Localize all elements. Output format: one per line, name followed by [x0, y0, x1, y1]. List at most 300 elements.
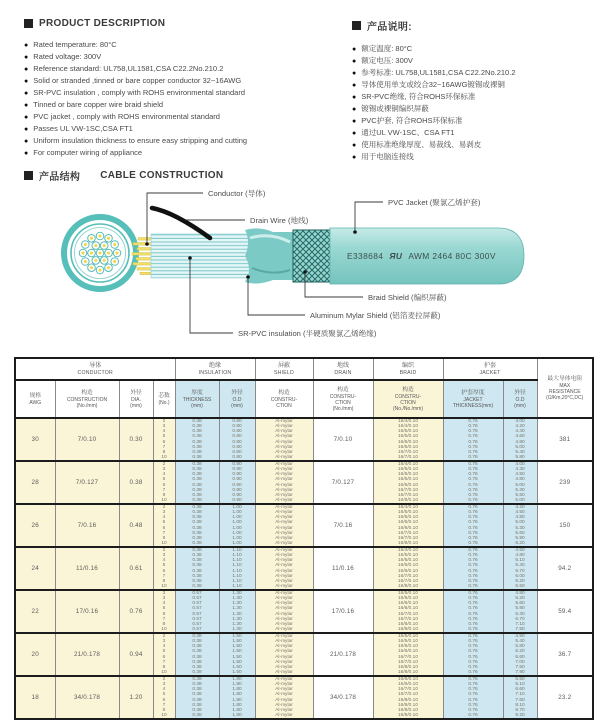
sub-row-value: 0.38 [192, 520, 202, 526]
sub-row-value: Al-mylar [275, 477, 293, 483]
col-header-conductor-construction [55, 380, 119, 418]
sub-row-value: 4.40 [515, 429, 525, 435]
braid-construction-cell [373, 633, 443, 676]
sub-row-value: 5.10 [515, 558, 525, 564]
header-line: AWG [29, 399, 42, 406]
jacket-thickness-cell [443, 461, 503, 504]
construction-title-cn: 产品结构 [39, 172, 81, 183]
sub-row-value: 16/7/0.10 [397, 611, 418, 617]
sub-row-value: 0.76 [468, 601, 478, 607]
description-item [352, 103, 598, 115]
description-item [24, 87, 340, 99]
sub-row-value: 6 [162, 439, 166, 445]
sub-row-value: Al-mylar [275, 712, 293, 718]
col-header-jacket-thickness [443, 380, 503, 418]
insulation-label: SR-PVC insulation (半硬质聚氯乙烯绝缘) [238, 329, 377, 338]
group-header-shield [255, 358, 313, 380]
core-count-cell [153, 418, 175, 461]
sub-row-value: 1.50 [232, 639, 242, 645]
product-description-cn-title [352, 18, 598, 33]
group-header-cn: 屏蔽 [277, 362, 290, 369]
sub-row-value: 2 [162, 548, 166, 554]
sub-row-value: 5.60 [515, 492, 525, 498]
conductor-construction-cell: 7/0.16 [55, 504, 119, 547]
sub-row-value: 0.76 [468, 439, 478, 445]
sub-row-value: 0.76 [468, 548, 478, 554]
sub-row-value: 8 [162, 535, 166, 541]
bullet-icon: ● [352, 94, 357, 101]
sub-row-value: 4.60 [515, 434, 525, 440]
sub-row-value: 0.76 [468, 682, 478, 688]
resistance-cell: 23.2 [537, 676, 593, 719]
header-line: 外径 [130, 389, 142, 396]
header-line: 规格 [29, 392, 42, 399]
sub-row-value: 0.76 [468, 707, 478, 713]
product-description-en [24, 18, 340, 159]
sub-row-value: 0.76 [468, 712, 478, 718]
sub-row-value: 0.76 [468, 467, 478, 473]
sub-row-value: 8 [162, 578, 166, 584]
description-item [24, 147, 340, 159]
sub-row-value: 0.76 [468, 510, 478, 516]
sub-row-value: 1.50 [232, 664, 242, 670]
insulation-thickness-cell [175, 418, 219, 461]
sub-row-value: 0.76 [468, 454, 478, 460]
sub-row-value: 1.10 [232, 558, 242, 564]
sub-row-value: 0.76 [468, 487, 478, 493]
header-line: 外径 [514, 389, 526, 396]
black-square-icon [24, 19, 33, 28]
sub-row-value: Al-mylar [275, 659, 293, 665]
header-line: (mm) [514, 402, 526, 409]
description-item [24, 111, 340, 123]
table-row [15, 504, 593, 547]
sub-row-value: 8 [162, 449, 166, 455]
sub-row-value: 0.76 [468, 573, 478, 579]
sub-row-value: 16/6/0.10 [397, 677, 418, 683]
sub-row-value: Al-mylar [275, 419, 293, 425]
description-item [352, 151, 598, 163]
sub-row-value: 16/4/0.10 [397, 462, 418, 468]
description-text: Solid or stranded ,tinned or bare copper conductor 32~16AWG [33, 76, 242, 85]
sub-row-value: 0.76 [468, 424, 478, 430]
resistance-cell: 239 [537, 461, 593, 504]
sub-row-value: Al-mylar [275, 505, 293, 511]
header-line: CONSTRUCTION [66, 396, 108, 403]
sub-row-value: 6.20 [515, 578, 525, 584]
sub-row-value: 5 [162, 563, 166, 569]
sub-row-value: Al-mylar [275, 702, 293, 708]
sub-row-value: Al-mylar [275, 558, 293, 564]
description-text: Uniform insulation thickness to ensure easy stripping and cutting [33, 136, 248, 145]
conductor-label: Conductor (导体) [208, 189, 266, 198]
sub-row-value: 8 [162, 707, 166, 713]
sub-row-value: Al-mylar [275, 540, 293, 546]
sub-row-value: 4.80 [515, 553, 525, 559]
jacket-thickness-cell [443, 418, 503, 461]
sub-row-value: 0.38 [192, 677, 202, 683]
conductor-construction-cell: 34/0.178 [55, 676, 119, 719]
sub-row-value: 16/4/0.10 [397, 505, 418, 511]
shield-construction-cell [255, 418, 313, 461]
sub-row-value: 1.50 [232, 659, 242, 665]
pvc-jacket-label: PVC Jacket (聚氯乙烯护套) [388, 198, 481, 207]
sub-row-value: Al-mylar [275, 535, 293, 541]
sub-row-value: 3 [162, 424, 166, 430]
sub-row-value: 1.50 [232, 669, 242, 675]
description-list-en [24, 39, 340, 159]
table-row [15, 547, 593, 590]
sub-row-value: 7 [162, 702, 166, 708]
sub-row-value: 0.76 [468, 669, 478, 675]
sub-row-value: 5.80 [515, 644, 525, 650]
header-line: (Ω/Km,20°C,DC) [546, 394, 584, 401]
sub-row-value: 0.80 [232, 419, 242, 425]
braid-construction-cell [373, 461, 443, 504]
sub-row-value: 0.76 [468, 558, 478, 564]
bullet-icon: ● [352, 154, 357, 161]
sub-row-value: 0.76 [468, 583, 478, 589]
insulation-od-cell [219, 547, 255, 590]
sub-row-value: 0.76 [468, 492, 478, 498]
insulation-thickness-cell [175, 461, 219, 504]
sub-row-value: 0.76 [468, 535, 478, 541]
spec-table-body [15, 418, 593, 719]
sub-row-value: 8.70 [515, 707, 525, 713]
sub-row-value: 16/7/0.10 [397, 654, 418, 660]
sub-row-value: Al-mylar [275, 669, 293, 675]
sub-row-value: 0.76 [468, 591, 478, 597]
sub-row-value: 16/8/0.10 [397, 540, 418, 546]
table-row [15, 418, 593, 461]
header-line: 芯数 [158, 392, 170, 399]
col-header-resistance [537, 358, 593, 418]
sub-row-value: 0.80 [232, 429, 242, 435]
header-line: CONSTRU- [329, 393, 357, 400]
mylar-shield-label: Aluminum Mylar Shield (铝箔麦拉屏蔽) [310, 311, 441, 320]
description-item [352, 43, 598, 55]
sub-row-value: 16/8/0.10 [397, 669, 418, 675]
jacket-od-cell [503, 504, 537, 547]
sub-row-value: Al-mylar [275, 601, 293, 607]
bullet-icon: ● [24, 78, 29, 85]
sub-row-value: Al-mylar [275, 487, 293, 493]
braid-construction-cell [373, 504, 443, 547]
sub-row-value: Al-mylar [275, 434, 293, 440]
sub-row-value: 1.30 [232, 606, 242, 612]
sub-row-value: 0.38 [192, 563, 202, 569]
jacket-od-cell [503, 676, 537, 719]
sub-row-value: 7 [162, 487, 166, 493]
conductor-construction-cell: 17/0.16 [55, 590, 119, 633]
group-header-insulation [175, 358, 255, 380]
bullet-icon: ● [24, 66, 29, 73]
sub-row-value: Al-mylar [275, 449, 293, 455]
sub-row-value: 6.70 [515, 616, 525, 622]
spec-table [14, 357, 594, 720]
sub-row-value: 0.38 [192, 424, 202, 430]
sub-row-value: 0.57 [192, 606, 202, 612]
group-header-en: SHIELD [274, 369, 294, 376]
sub-row-value: 0.76 [468, 540, 478, 546]
sub-row-value: Al-mylar [275, 520, 293, 526]
description-item [24, 51, 340, 63]
drain-construction-cell: 7/0.127 [313, 461, 373, 504]
header-line: (mm) [191, 402, 203, 409]
sub-row-value: Al-mylar [275, 583, 293, 589]
sub-row-value: 5.40 [515, 563, 525, 569]
sub-row-value: 8 [162, 492, 166, 498]
sub-row-value: 16/5/0.10 [397, 634, 418, 640]
sub-row-value: 0.80 [232, 444, 242, 450]
bullet-icon: ● [352, 142, 357, 149]
sub-row-value: 1.30 [232, 611, 242, 617]
sub-row-value: 0.38 [192, 669, 202, 675]
sub-row-value: 16/5/0.10 [397, 553, 418, 559]
sub-row-value: 4.80 [515, 477, 525, 483]
sub-row-value: 16/4/0.10 [397, 548, 418, 554]
sub-row-value: 0.38 [192, 535, 202, 541]
col-header-jacket-od [503, 380, 537, 418]
core-count-cell [153, 547, 175, 590]
header-line: DIA. [131, 396, 141, 403]
sub-row-value: 1.30 [232, 601, 242, 607]
sub-row-value: 16/5/0.10 [397, 596, 418, 602]
core-count-cell [153, 504, 175, 547]
drain-construction-cell: 17/0.16 [313, 590, 373, 633]
sub-row-value: Al-mylar [275, 482, 293, 488]
sub-row-value: Al-mylar [275, 472, 293, 478]
header-line: (No./mm) [76, 402, 98, 409]
section-title-text: PRODUCT DESCRIPTION [39, 18, 166, 29]
col-header-insulation-od [219, 380, 255, 418]
sub-row-value: 1.80 [232, 712, 242, 718]
sub-row-value: 16/5/0.10 [397, 510, 418, 516]
group-header-en: CONDUCTOR [77, 369, 113, 376]
sub-row-value: 0.90 [232, 497, 242, 503]
sub-row-value: 0.80 [232, 454, 242, 460]
sub-row-value: 0.38 [192, 477, 202, 483]
sub-row-value: 6.30 [515, 611, 525, 617]
sub-row-value: Al-mylar [275, 530, 293, 536]
sub-row-value: 16/7/0.10 [397, 573, 418, 579]
sub-row-value: Al-mylar [275, 664, 293, 670]
sub-row-value: 5 [162, 692, 166, 698]
sub-row-value: 0.38 [192, 692, 202, 698]
header-line: O.D [232, 396, 242, 403]
sub-row-value: 5.90 [515, 535, 525, 541]
sub-row-value: 0.76 [468, 429, 478, 435]
sub-row-value: 1.10 [232, 583, 242, 589]
sub-row-value: 16/7/0.10 [397, 687, 418, 693]
sub-row-value: 5.00 [515, 482, 525, 488]
sub-row-value: 0.38 [192, 497, 202, 503]
table-row [15, 461, 593, 504]
drain-wire [152, 208, 210, 238]
sub-row-value: 0.76 [468, 515, 478, 521]
sub-row-value: 0.90 [232, 472, 242, 478]
sub-row-value: 4.30 [515, 467, 525, 473]
header-line: 外径 [231, 389, 243, 396]
sub-row-value: 0.38 [192, 659, 202, 665]
description-item [352, 91, 598, 103]
sub-row-value: 7.50 [515, 626, 525, 632]
sub-row-value: 16/7/0.10 [397, 659, 418, 665]
sub-row-value: Al-mylar [275, 510, 293, 516]
description-text: 导体使用单支或绞合32~16AWG镀锡或裸铜 [361, 80, 505, 89]
conductor-dia-cell: 0.61 [119, 547, 153, 590]
group-header-en: JACKET [479, 369, 501, 376]
sub-row-value: Al-mylar [275, 687, 293, 693]
sub-row-value: 0.38 [192, 583, 202, 589]
sub-row-value: 0.57 [192, 591, 202, 597]
sub-row-value: Al-mylar [275, 424, 293, 430]
sub-row-value: 16/6/0.10 [397, 525, 418, 531]
description-text: Rated temperature: 80°C [33, 40, 117, 49]
sub-row-value: 7.10 [515, 621, 525, 627]
sub-row-value: 5.40 [515, 639, 525, 645]
sub-row-value: 0.80 [232, 434, 242, 440]
bullet-icon: ● [352, 106, 357, 113]
header-line: CTION [335, 399, 351, 406]
jacket-thickness-cell [443, 590, 503, 633]
sub-row-value: 16/6/0.10 [397, 644, 418, 650]
sub-row-value: 0.38 [192, 654, 202, 660]
sub-row-value: 9.20 [515, 712, 525, 718]
description-item [24, 99, 340, 111]
sub-row-value: 1.00 [232, 530, 242, 536]
sub-row-value: 16/8/0.10 [397, 626, 418, 632]
sub-row-value: 6 [162, 611, 166, 617]
col-header-braid-construction [373, 380, 443, 418]
sub-row-value: 6.00 [515, 497, 525, 503]
group-header-drain [313, 358, 373, 380]
bullet-icon: ● [352, 70, 357, 77]
sub-row-value: 16/8/0.10 [397, 702, 418, 708]
bullet-icon: ● [24, 114, 29, 121]
drain-construction-cell: 7/0.16 [313, 504, 373, 547]
sub-row-value: 16/6/0.10 [397, 482, 418, 488]
sub-row-value: 5.30 [515, 525, 525, 531]
header-line: 构造 [278, 389, 290, 396]
sub-row-value: 0.90 [232, 487, 242, 493]
header-line: CONSTRU- [394, 393, 422, 400]
sub-row-value: 16/7/0.10 [397, 535, 418, 541]
jacket-od-cell [503, 547, 537, 590]
header-line: RESISTANCE [548, 388, 581, 395]
sub-row-value: 10 [161, 712, 167, 718]
sub-row-value: 0.90 [232, 462, 242, 468]
sub-row-value: 1.10 [232, 573, 242, 579]
sub-row-value: 0.76 [468, 626, 478, 632]
sub-row-value: 4.80 [515, 515, 525, 521]
sub-row-value: 0.38 [192, 434, 202, 440]
sub-row-value: 2 [162, 462, 166, 468]
header-line: 构造 [81, 389, 93, 396]
sub-row-value: 0.38 [192, 525, 202, 531]
jacket-thickness-cell [443, 547, 503, 590]
header-line: 护套厚度 [461, 389, 485, 396]
sub-row-value: 3 [162, 510, 166, 516]
sub-row-value: 0.38 [192, 462, 202, 468]
sub-row-value: 0.38 [192, 419, 202, 425]
sub-row-value: Al-mylar [275, 497, 293, 503]
sub-row-value: 4 [162, 429, 166, 435]
insulation-od-cell [219, 504, 255, 547]
bullet-icon: ● [352, 82, 357, 89]
sub-row-value: 0.76 [468, 482, 478, 488]
sub-row-value: 0.38 [192, 649, 202, 655]
sub-row-value: 0.76 [468, 434, 478, 440]
shield-construction-cell [255, 633, 313, 676]
sub-row-value: 1.00 [232, 510, 242, 516]
header-line: JACKET [463, 396, 483, 403]
shield-construction-cell [255, 461, 313, 504]
resistance-cell: 36.7 [537, 633, 593, 676]
sub-row-value: 16/7/0.10 [397, 449, 418, 455]
conductor-construction-cell: 7/0.127 [55, 461, 119, 504]
sub-row-value: 0.80 [232, 439, 242, 445]
sub-row-value: 5.40 [515, 449, 525, 455]
description-text: 镀锡或裸铜编织屏蔽 [361, 104, 429, 113]
sub-row-value: 8 [162, 664, 166, 670]
sub-row-value: 5.60 [515, 601, 525, 607]
ul-mark-icon: ЯU [389, 251, 403, 261]
sub-row-value: 10 [161, 454, 167, 460]
sub-row-value: 16/6/0.10 [397, 444, 418, 450]
description-text: Reference standard: UL758,UL1581,CSA C22.2No.210.2 [33, 64, 224, 73]
sub-row-value: 0.80 [232, 424, 242, 430]
conductor-dia-cell: 0.38 [119, 461, 153, 504]
jacket-print-text: E338684 ЯU AWM 2464 80C 300V [347, 251, 496, 261]
awg-cell: 26 [15, 504, 55, 547]
insulation-thickness-cell [175, 590, 219, 633]
construction-title-en: CABLE CONSTRUCTION [100, 170, 224, 181]
sub-row-value: 4.00 [515, 419, 525, 425]
sub-row-value: 0.38 [192, 687, 202, 693]
header-line: 构造 [337, 386, 349, 393]
sub-row-value: 1.30 [232, 616, 242, 622]
sub-row-value: 0.90 [232, 477, 242, 483]
drain-construction-cell: 21/0.178 [313, 633, 373, 676]
sub-row-value: 16/6/0.10 [397, 606, 418, 612]
sub-row-value: 2 [162, 505, 166, 511]
sub-row-value: Al-mylar [275, 596, 293, 602]
black-square-icon [24, 171, 33, 180]
conductor-dia-cell: 0.76 [119, 590, 153, 633]
sub-row-value: 1.30 [232, 621, 242, 627]
bullet-icon: ● [24, 54, 29, 61]
sub-row-value: 5 [162, 477, 166, 483]
sub-row-value: 5.90 [515, 606, 525, 612]
sub-row-value: 16/4/0.10 [397, 419, 418, 425]
sub-row-value: 16/6/0.10 [397, 439, 418, 445]
description-list-cn [352, 43, 598, 163]
sub-row-value: 0.57 [192, 626, 202, 632]
sub-row-value: 1.00 [232, 505, 242, 511]
sub-row-value: 1.10 [232, 548, 242, 554]
sub-row-value: 5 [162, 520, 166, 526]
sub-row-value: 7 [162, 530, 166, 536]
group-header-en: DRAIN [334, 369, 352, 376]
sub-row-value: Al-mylar [275, 568, 293, 574]
sub-row-value: 0.38 [192, 429, 202, 435]
sub-row-value: 1.30 [232, 591, 242, 597]
insulation-od-cell [219, 461, 255, 504]
description-item [352, 67, 598, 79]
jacket-od-cell [503, 633, 537, 676]
sub-row-value: 7 [162, 573, 166, 579]
